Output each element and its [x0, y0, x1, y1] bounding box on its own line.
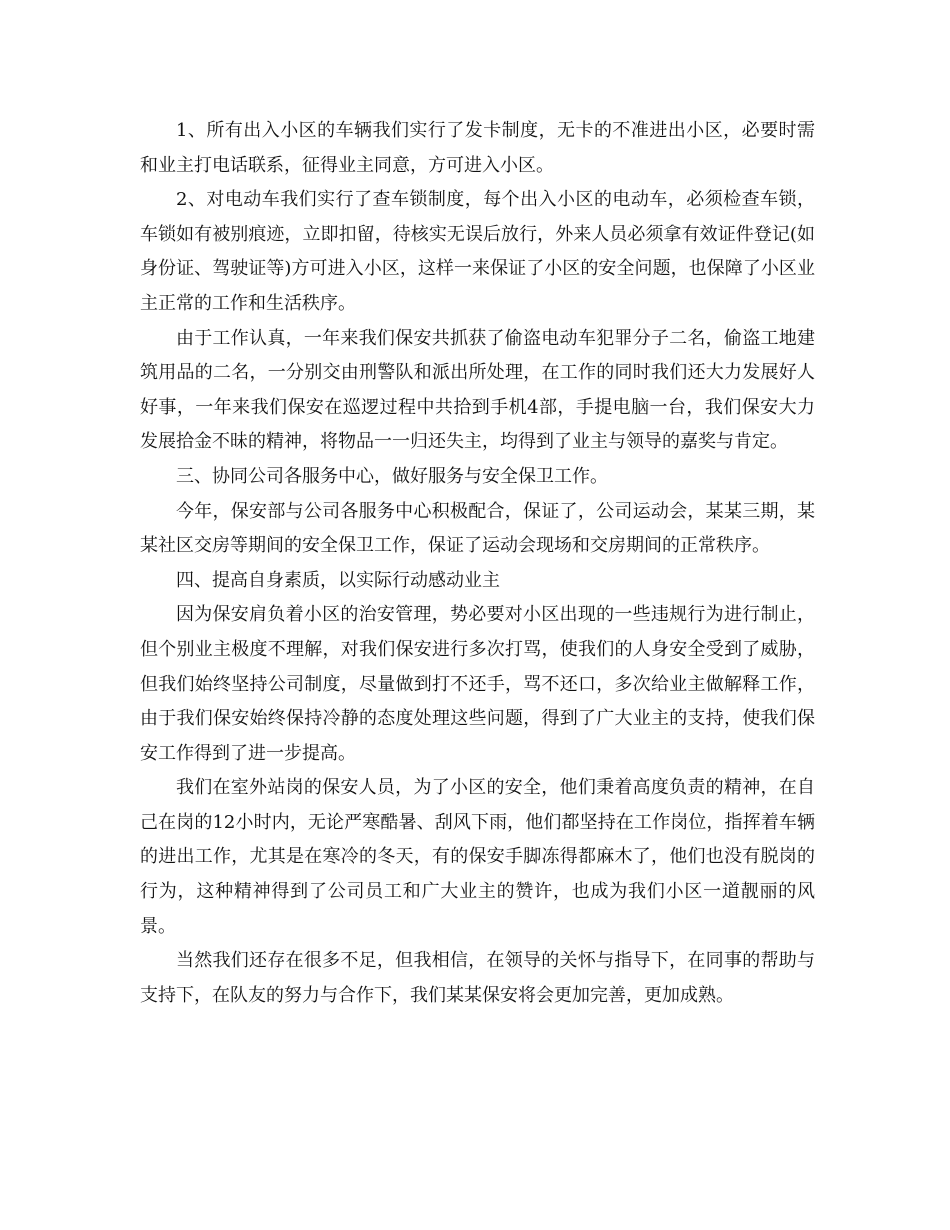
- paragraph-ebike-lock: 2、对电动车我们实行了查车锁制度，每个出入小区的电动车，必须检查车锁，车锁如有被别痕迹，立即扣留，待核实无误后放行，外来人员必须拿有效证件登记(如身份证、驾驶证等)方可进入小区，这样一来保证了小区的安全问题，也保障了小区业主正常的工作和生活秩序。: [140, 189, 815, 314]
- document-body: [140, 114, 815, 1013]
- paragraph-outdoor-guards: 我们在室外站岗的保安人员，为了小区的安全，他们秉着高度负责的精神，在自己在岗的12小时内，无论严寒酷暑、刮风下雨，他们都坚持在工作岗位，指挥着车辆的进出工作，尤其是在寒冷的冬天，有的保安手脚冻得都麻木了，他们也没有脱岗的行为，这种精神得到了公司员工和广大业主的赞许，也成为我们小区一道靓丽的风景。: [140, 777, 815, 937]
- paragraph-conclusion: 当然我们还存在很多不足，但我相信，在领导的关怀与指导下，在同事的帮助与支持下，在队友的努力与合作下，我们某某保安将会更加完善，更加成熟。: [140, 950, 815, 1006]
- paragraph-achievements: 由于工作认真，一年来我们保安共抓获了偷盗电动车犯罪分子二名，偷盗工地建筑用品的二名，一分别交由刑警队和派出所处理，在工作的同时我们还大力发展好人好事，一年来我们保安在巡逻过程中共拾到手机4部，手提电脑一台，我们保安大力发展拾金不昧的精神，将物品一一归还失主，均得到了业主与领导的嘉奖与肯定。: [140, 327, 815, 453]
- paragraph-vehicle-card: 1、所有出入小区的车辆我们实行了发卡制度，无卡的不准进出小区，必要时需和业主打电话联系，征得业主同意，方可进入小区。: [140, 120, 815, 176]
- section-heading-four: 四、提高自身素质，以实际行动感动业主: [176, 569, 500, 591]
- paragraph-cooperation: 今年，保安部与公司各服务中心积极配合，保证了，公司运动会，某某三期，某某社区交房等期间的安全保卫工作，保证了运动会现场和交房期间的正常秩序。: [140, 500, 815, 557]
- section-heading-three: 三、协同公司各服务中心，做好服务与安全保卫工作。: [176, 465, 608, 487]
- paragraph-self-quality: 因为保安肩负着小区的治安管理，势必要对小区出现的一些违规行为进行制止，但个别业主极度不理解，对我们保安进行多次打骂，使我们的人身安全受到了威胁，但我们始终坚持公司制度，尽量做到打不还手，骂不还口，多次给业主做解释工作，由于我们保安始终保持冷静的态度处理这些问题，得到了广大业主的支持，使我们保安工作得到了进一步提高。: [140, 604, 815, 764]
